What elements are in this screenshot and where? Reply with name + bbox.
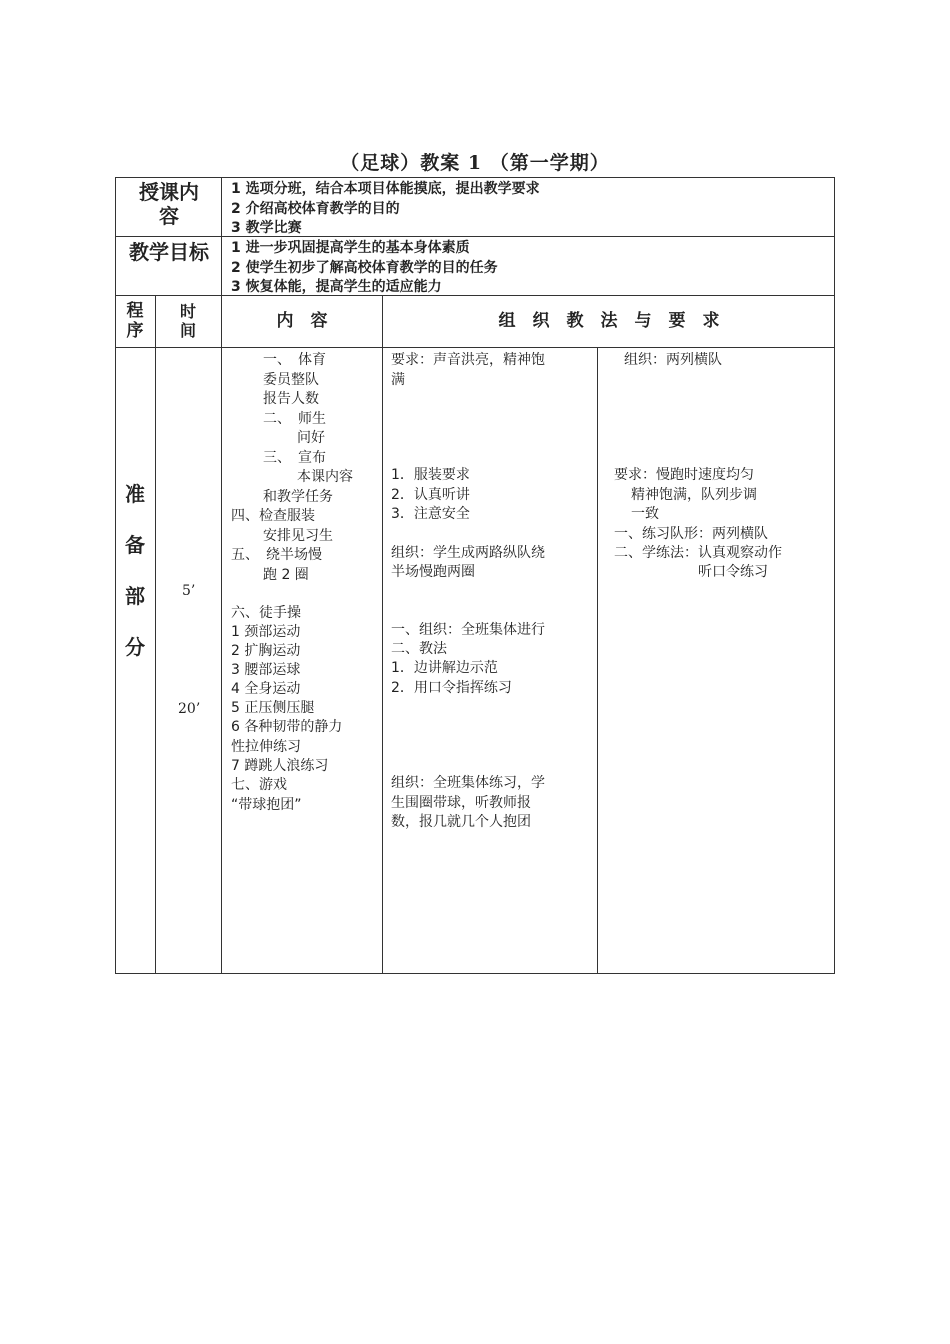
content-line: 和教学任务 (263, 489, 333, 505)
method-line: 一、练习队形：两列横队 (614, 526, 768, 542)
method-line: 3．注意安全 (391, 506, 470, 522)
method-line: 一、组织：全班集体进行 (391, 622, 545, 638)
col-divider (221, 295, 222, 974)
content-line: “带球抱团” (231, 797, 302, 813)
content-line: 5 正压侧压腿 (231, 700, 315, 716)
page-title: （足球）教案 1 （第一学期） (340, 152, 610, 174)
teaching-goal-item: 2 使学生初步了解高校体育教学的目的任务 (231, 260, 498, 276)
lesson-plan-table (115, 177, 835, 974)
teaching-goal-item: 1 进一步巩固提高学生的基本身体素质 (231, 240, 470, 256)
col-divider (155, 295, 156, 974)
content-line: 报告人数 (263, 391, 319, 407)
method-line: 生围圈带球，听教师报 (391, 795, 531, 811)
header-content: 内 容 (276, 311, 328, 331)
method-line: 精神饱满，队列步调 (631, 487, 757, 503)
teaching-goal-item: 3 恢复体能，提高学生的适应能力 (231, 279, 442, 295)
content-line: 四、检查服装 (231, 508, 315, 524)
method-line: 要求：慢跑时速度均匀 (614, 467, 754, 483)
section-name: 准备部分 (125, 482, 145, 659)
method-line: 二、学练法：认真观察动作 (614, 545, 782, 561)
row-divider (115, 347, 835, 348)
content-line: 2 扩胸运动 (231, 643, 301, 659)
course-content-item: 3 教学比赛 (231, 220, 302, 236)
col-divider (382, 295, 383, 974)
method-line: 组织：全班集体练习，学 (391, 775, 545, 791)
header-time: 时间 (179, 302, 196, 341)
course-content-item: 1 选项分班，结合本项目体能摸底，提出教学要求 (231, 181, 540, 197)
method-line: 二、教法 (391, 641, 447, 657)
content-line: 一、 体育 (263, 352, 326, 368)
method-line: 一致 (631, 506, 659, 522)
method-line: 1．服装要求 (391, 467, 470, 483)
method-line: 听口令练习 (698, 564, 768, 580)
content-line: 7 蹲跳人浪练习 (231, 758, 329, 774)
method-line: 组织：学生成两路纵队绕 (391, 545, 545, 561)
method-line: 2．用口令指挥练习 (391, 680, 512, 696)
content-line: 委员整队 (263, 372, 319, 388)
content-line: 安排见习生 (263, 528, 333, 544)
content-line: 6 各种韧带的静力 (231, 719, 343, 735)
row-divider (115, 236, 835, 237)
content-line: 三、 宣布 (263, 450, 326, 466)
header-order: 程序 (126, 301, 144, 342)
method-line: 组织：两列横队 (624, 352, 722, 368)
col-divider (597, 347, 598, 974)
course-content-item: 2 介绍高校体育教学的目的 (231, 201, 400, 217)
method-line: 1．边讲解边示范 (391, 660, 498, 676)
content-line: 本课内容 (297, 469, 353, 485)
method-line: 数，报几就几个人抱团 (391, 814, 531, 830)
content-line: 六、徒手操 (231, 605, 301, 621)
time-value: 5’ (182, 583, 196, 599)
method-line: 2．认真听讲 (391, 487, 470, 503)
content-line: 二、 师生 (263, 411, 326, 427)
course-content-label: 授课内容 (139, 180, 199, 228)
time-value: 20’ (178, 701, 201, 717)
content-line: 跑 2 圈 (263, 567, 309, 583)
content-line: 五、 绕半场慢 (231, 547, 322, 563)
header-method: 组 织 教 法 与 要 求 (498, 311, 720, 331)
content-line: 1 颈部运动 (231, 624, 301, 640)
content-line: 问好 (297, 430, 325, 446)
teaching-goals-label: 教学目标 (129, 240, 209, 264)
row-divider (115, 295, 835, 296)
content-line: 性拉伸练习 (231, 739, 301, 755)
method-line: 半场慢跑两圈 (391, 564, 475, 580)
col-divider (221, 177, 222, 295)
method-line: 要求：声音洪亮，精神饱 (391, 352, 545, 368)
content-line: 4 全身运动 (231, 681, 301, 697)
content-line: 七、游戏 (231, 777, 287, 793)
method-line: 满 (391, 372, 405, 388)
content-line: 3 腰部运球 (231, 662, 301, 678)
